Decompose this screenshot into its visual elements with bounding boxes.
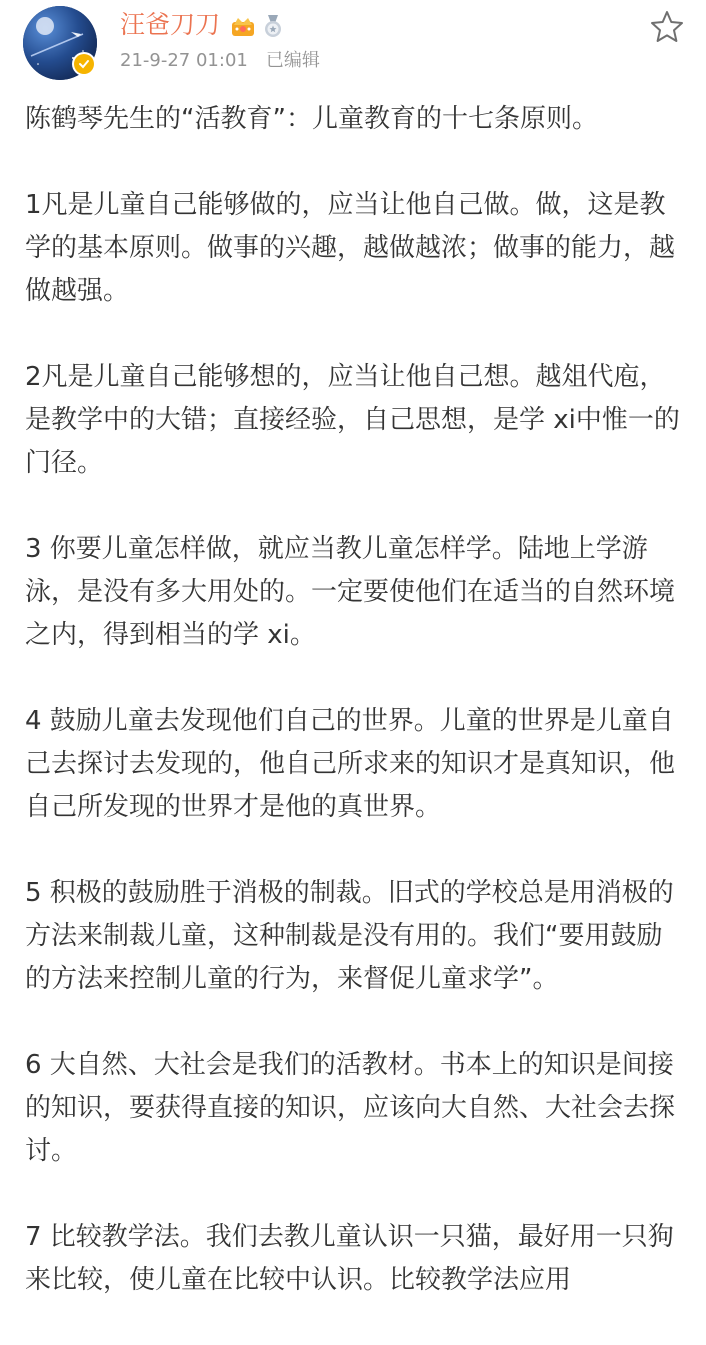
crown-badge-icon[interactable]	[230, 13, 256, 39]
edited-label[interactable]: 已编辑	[265, 50, 320, 71]
principle-paragraph: 3 你要儿童怎样做，就应当教儿童怎样学。陆地上学游泳，是没有多大用处的。一定要使他们在适当的自然环境之内，得到相当的学 xi。	[25, 534, 676, 650]
medal-badge-icon[interactable]	[260, 13, 286, 39]
username[interactable]: 汪爸刀刀	[120, 10, 221, 39]
user-badges	[230, 13, 286, 39]
principle-paragraph: 5 积极的鼓励胜于消极的制裁。旧式的学校总是用消极的方法来制裁儿童，这种制裁是没有用的。我们“要用鼓励的方法来控制儿童的行为，来督促儿童求学”。	[25, 878, 674, 994]
principle-paragraph: 1凡是儿童自己能够做的，应当让他自己做。做，这是教学的基本原则。做事的兴趣，越做越浓；做事的能力，越做越强。	[25, 190, 676, 306]
post-title: 陈鹤琴先生的“活教育”：儿童教育的十七条原则。	[25, 104, 598, 134]
principle-paragraph: 2凡是儿童自己能够想的，应当让他自己想。越俎代庖，是教学中的大错；直接经验，自己思想，是学 xi中惟一的门径。	[25, 362, 680, 478]
post-timestamp: 21-9-27 01:01	[120, 50, 248, 71]
post-header	[0, 0, 706, 90]
principle-paragraph: 4 鼓励儿童去发现他们自己的世界。儿童的世界是儿童自己去探讨去发现的，他自己所求来的知识才是真知识，他自己所发现的世界才是他的真世界。	[25, 706, 676, 822]
verified-badge-icon	[72, 52, 96, 76]
favorite-star-icon[interactable]	[648, 8, 686, 46]
post-meta	[120, 48, 320, 74]
principle-paragraph: 6 大自然、大社会是我们的活教材。书本上的知识是间接的知识，要获得直接的知识，应该向大自然、大社会去探讨。	[25, 1050, 676, 1166]
principle-paragraph: 7 比较教学法。我们去教儿童认识一只猫，最好用一只狗来比较，使儿童在比较中认识。比较教学法应用	[25, 1222, 674, 1295]
post-content	[25, 98, 685, 1345]
